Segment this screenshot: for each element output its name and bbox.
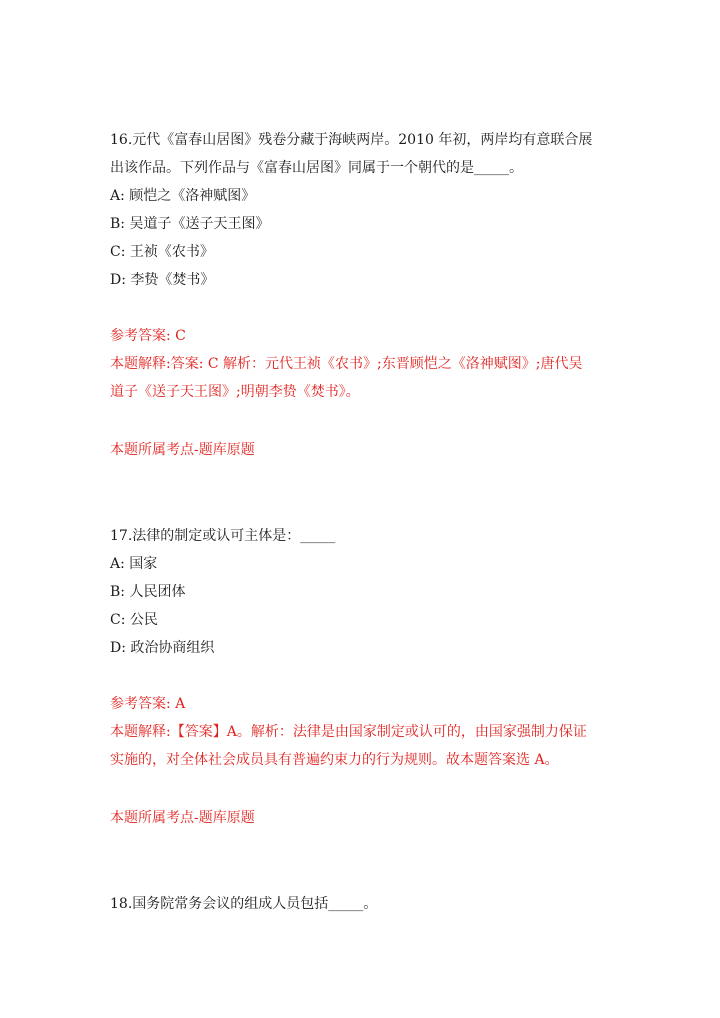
question-17-explanation-line-1: 本题解释:【答案】A。解析：法律是由国家制定或认可的，由国家强制力保证: [110, 724, 587, 740]
question-16-stem-line-1: 16.元代《富春山居图》残卷分藏于海峡两岸。2010 年初，两岸均有意联合展: [110, 132, 593, 148]
question-17-option-b: B: 人民团体: [110, 584, 186, 600]
question-17-explanation-line-2: 实施的，对全体社会成员具有普遍约束力的行为规则。故本题答案选 A。: [110, 752, 559, 768]
question-17-option-d: D: 政治协商组织: [110, 640, 215, 656]
question-16-option-c: C: 王祯《农书》: [110, 244, 214, 260]
question-16-explanation-line-1: 本题解释:答案: C 解析：元代王祯《农书》;东晋顾恺之《洛神赋图》;唐代吴: [110, 356, 583, 372]
question-18-stem-line-1: 18.国务院常务会议的组成人员包括_____。: [110, 896, 378, 912]
question-17-answer: 参考答案: A: [110, 696, 186, 712]
question-17-category: 本题所属考点-题库原题: [110, 810, 255, 826]
question-17-stem-line-1: 17.法律的制定或认可主体是：_____: [110, 528, 336, 544]
question-16-option-d: D: 李贽《焚书》: [110, 272, 215, 288]
question-16-option-a: A: 顾恺之《洛神赋图》: [110, 188, 256, 204]
question-16-category: 本题所属考点-题库原题: [110, 442, 255, 458]
question-16-answer: 参考答案: C: [110, 328, 186, 344]
question-17-option-c: C: 公民: [110, 612, 158, 628]
question-16-stem-line-2: 出该作品。下列作品与《富春山居图》同属于一个朝代的是_____。: [110, 160, 523, 176]
question-17-option-a: A: 国家: [110, 556, 158, 572]
question-16-explanation-line-2: 道子《送子天王图》;明朝李贽《焚书》。: [110, 384, 360, 400]
question-16-option-b: B: 吴道子《送子天王图》: [110, 216, 270, 232]
